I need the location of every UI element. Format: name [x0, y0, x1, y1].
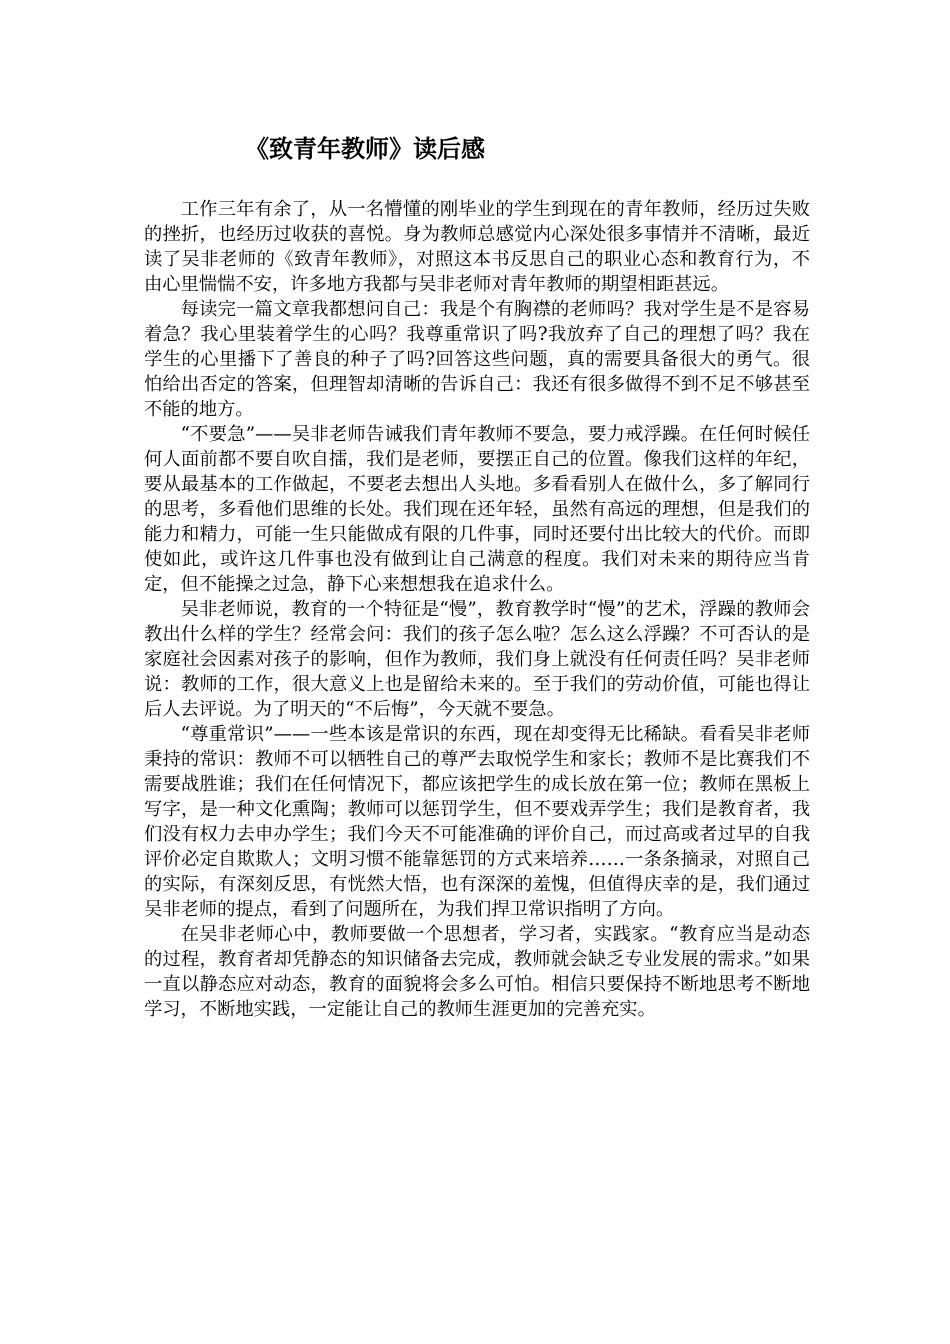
paragraph: 吴非老师说，教育的一个特征是“慢”，教育教学时“慢”的艺术，浮躁的教师会教出什么样的学生？经常会问：我们的孩子怎么啦？怎么这么浮躁？不可否认的是家庭社会因素对孩子的影响，但作为教师，我们身上就没有任何责任吗？吴非老师说：教师的工作，很大意义上也是留给未来的。至于我们的劳动价值，可能也得让后人去评说。为了明天的“不后悔”，今天就不要急。	[144, 599, 810, 720]
paragraph: 每读完一篇文章我都想问自己：我是个有胸襟的老师吗？我对学生是不是容易着急？我心里装着学生的心吗？我尊重常识了吗?我放弃了自己的理想了吗？我在学生的心里播下了善良的种子了吗?回答这些问题，真的需要具备很大的勇气。很怕给出否定的答案，但理智却清晰的告诉自己：我还有很多做得不到不足不够甚至不能的地方。	[144, 299, 810, 420]
paragraph: “尊重常识”——一些本该是常识的东西，现在却变得无比稀缺。看看吴非老师秉持的常识：教师不可以牺牲自己的尊严去取悦学生和家长；教师不是比赛我们不需要战胜谁；我们在任何情况下，都应该把学生的成长放在第一位；教师在黑板上写字，是一种文化熏陶；教师可以惩罚学生，但不要戏弄学生；我们是教育者，我们没有权力去申办学生；我们今天不可能准确的评价自己，而过高或者过早的自我评价必定自欺欺人；文明习惯不能靠惩罚的方式来培养……一条条摘录，对照自己的实际，有深刻反思，有恍然大悟，也有深深的羞愧，但值得庆幸的是，我们通过吴非老师的提点，看到了问题所在，为我们捍卫常识指明了方向。	[144, 724, 810, 920]
paragraph: 在吴非老师心中，教师要做一个思想者，学习者，实践家。“教育应当是动态的过程，教育者却凭静态的知识储备去完成，教师就会缺乏专业发展的需求。”如果一直以静态应对动态，教育的面貌将会多么可怕。相信只要保持不断地思考不断地学习，不断地实践，一定能让自己的教师生涯更加的完善充实。	[144, 924, 810, 1020]
paragraph: 工作三年有余了，从一名懵懂的刚毕业的学生到现在的青年教师，经历过失败的挫折，也经历过收获的喜悦。身为教师总感觉内心深处很多事情并不清晰，最近读了吴非老师的《致青年教师》，对照这本书反思自己的职业心态和教育行为，不由心里惴惴不安，许多地方我都与吴非老师对青年教师的期望相距甚远。	[144, 199, 810, 295]
document-title: 《致青年教师》读后感	[245, 134, 485, 163]
document-body	[144, 197, 810, 1022]
paragraph: “不要急”——吴非老师告诫我们青年教师不要急，要力戒浮躁。在任何时候任何人面前都不要自吹自擂，我们是老师，要摆正自己的位置。像我们这样的年纪，要从最基本的工作做起，不要老去想出人头地。多看看别人在做什么，多了解同行的思考，多看他们思维的长处。我们现在还年轻，虽然有高远的理想，但是我们的能力和精力，可能一生只能做成有限的几件事，同时还要付出比较大的代价。而即使如此，或许这几件事也没有做到让自己满意的程度。我们对未来的期待应当肯定，但不能操之过急，静下心来想想我在追求什么。	[144, 424, 810, 595]
